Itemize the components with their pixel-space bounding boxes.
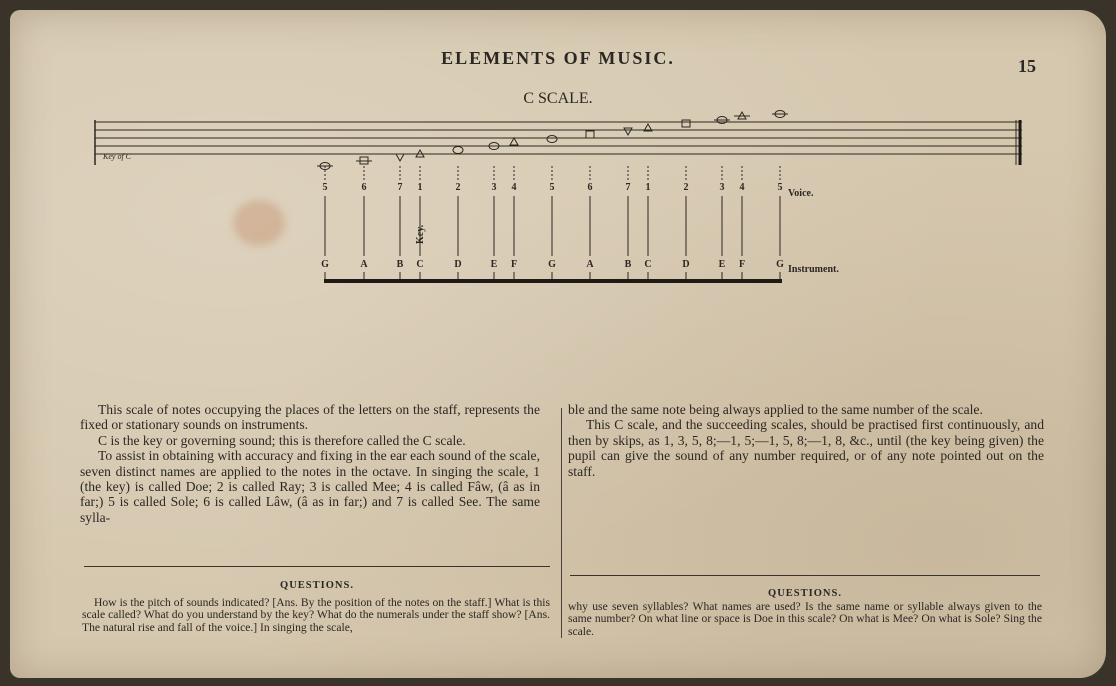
voice-number: 1 (417, 182, 423, 193)
questions-heading: QUESTIONS. (768, 588, 842, 599)
page-number: 15 (1018, 56, 1036, 76)
note-head (510, 138, 518, 145)
voice-number: 2 (455, 182, 461, 193)
voice-number: 3 (491, 182, 497, 193)
voice-number: 6 (361, 182, 367, 193)
voice-number: 2 (683, 182, 689, 193)
instrument-letter: G (548, 259, 556, 270)
voice-numbers (323, 182, 783, 193)
voice-number: 4 (739, 182, 745, 193)
instrument-letter: B (624, 259, 632, 270)
instrument-letter: E (490, 259, 498, 270)
instrument-letter: B (396, 259, 404, 270)
paragraph: ble and the same note being always applied to the same number of the scale. (568, 402, 983, 417)
staff-key-label: Key of C (103, 152, 131, 161)
instrument-letter: D (682, 259, 690, 270)
paragraph: This scale of notes occupying the places of the letters on the staff, represents the fixed or stationary sounds on instruments. (80, 402, 540, 433)
voice-label: Voice. (788, 188, 814, 199)
divider-rule (570, 575, 1040, 576)
voice-number: 1 (645, 182, 651, 193)
body-column-right (568, 402, 1044, 479)
instrument-letter: F (738, 259, 746, 270)
keyboard-bar (324, 279, 782, 283)
voice-number: 6 (587, 182, 593, 193)
paragraph: To assist in obtaining with accuracy and fixing in the ear each sound of the scale, seven distinct names are applied to the notes in the octave. In singing the scale, 1 (the key) is called Doe; 2 is called Ray; 3 is called Mee; 4 is called Fâw, (â as in far;) 5 is called Sole; 6 is called Lâw, (â as in far;) and 7 is called See. The same sylla- (80, 448, 540, 525)
voice-number: 5 (322, 182, 328, 193)
voice-number: 5 (777, 182, 783, 193)
instrument-letter: C (416, 259, 424, 270)
instrument-letter: A (360, 259, 368, 270)
instrument-letter: D (454, 259, 462, 270)
paragraph: This C scale, and the succeeding scales, should be practised first continuously, and then by skips, as 1, 3, 5, 8;—1, 5;—1, 5, 8;—1, 8, &c., until (the key being given) the pupil can give the sound of any number required, or of any note pointed out on the staff. (568, 417, 1044, 479)
note-head (624, 128, 632, 135)
paragraph: C is the key or governing sound; this is therefore called the C scale. (98, 432, 466, 448)
staff (95, 120, 1022, 165)
voice-number: 4 (511, 182, 517, 193)
instrument-letter: C (644, 259, 652, 270)
instrument-label: Instrument. (788, 264, 839, 275)
instrument-letter: A (586, 259, 594, 270)
instrument-letter: F (510, 259, 518, 270)
note-head (547, 136, 557, 143)
figure-title: C SCALE. (523, 90, 593, 107)
note-head (682, 120, 690, 127)
running-title: ELEMENTS OF MUSIC. (441, 48, 675, 68)
scale-notes (317, 111, 788, 170)
instrument-letter: E (718, 259, 726, 270)
column-divider (561, 408, 562, 638)
voice-number: 5 (549, 182, 555, 193)
c-scale-figure (0, 0, 1116, 300)
note-head (396, 154, 404, 161)
note-head (453, 147, 463, 154)
note-head (586, 131, 594, 138)
body-column-left (80, 402, 540, 525)
divider-rule (84, 566, 550, 567)
instrument-letters (321, 259, 784, 270)
voice-number: 7 (625, 182, 631, 193)
questions-heading: QUESTIONS. (280, 580, 354, 591)
key-label: Key. (415, 224, 426, 244)
voice-number: 3 (719, 182, 725, 193)
questions-right: why use seven syllables? What names are used? Is the same name or syllable always given to the same number? On what line or space is Doe in this scale? On what is Mee? On what is Sole? Sing the scale. (568, 600, 1042, 638)
instrument-letter: G (321, 259, 329, 270)
questions-left: How is the pitch of sounds indicated? [Ans. By the position of the notes on the staff.] What is this scale called? What do you understand by the key? What do the numerals under the staff show? [Ans. The natural rise and fall of the voice.] In singing the scale, (82, 596, 550, 634)
voice-number: 7 (397, 182, 403, 193)
instrument-letter: G (776, 259, 784, 270)
